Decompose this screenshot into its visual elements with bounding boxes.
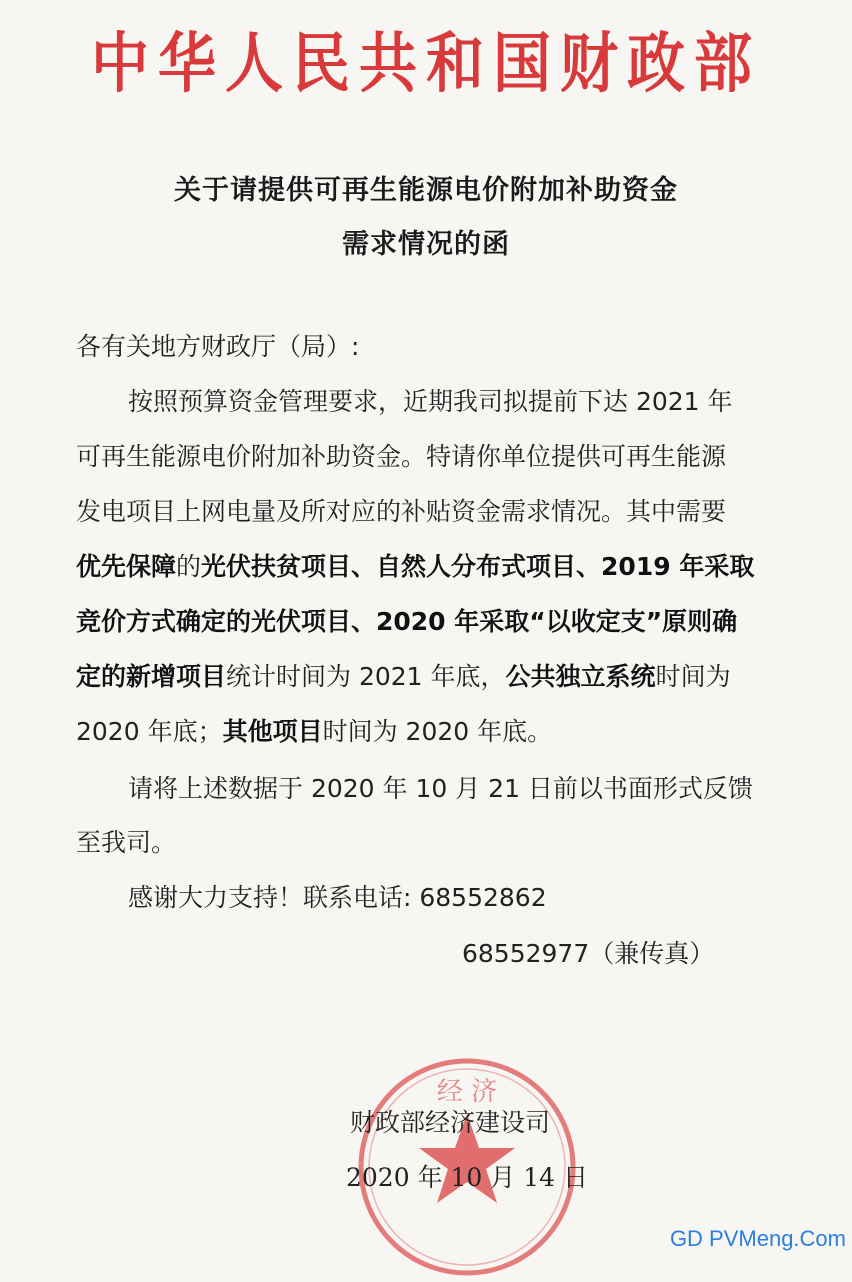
body-p1-line-1: 按照预算资金管理要求，近期我司拟提前下达 2021 年 <box>128 387 733 416</box>
emphasis-projects-cont: 竞价方式确定的光伏项目、2020 年采取“以收定支”原则确 <box>76 607 738 636</box>
seal-text: 经 济 <box>436 1077 498 1107</box>
contact-phone: 感谢大力支持！联系电话: 68552862 <box>128 883 547 912</box>
body-p2-line-1: 请将上述数据于 2020 年 10 月 21 日前以书面形式反馈 <box>128 774 753 803</box>
emphasis-other-projects: 其他项目 <box>222 717 323 746</box>
emphasis-priority: 优先保障 <box>76 552 177 581</box>
salutation: 各有关地方财政厅（局）: <box>76 332 360 361</box>
body-p1-line-6 <box>76 660 731 694</box>
emphasis-public-system: 公共独立系统 <box>505 662 656 691</box>
body-text: 时间为 2020 年底。 <box>322 717 553 746</box>
body-text: 的 <box>176 552 202 581</box>
signature-date: 2020 年 10 月 14 日 <box>346 1163 588 1192</box>
body-p1-line-2: 可再生能源电价附加补助资金。特请你单位提供可再生能源 <box>76 442 727 471</box>
body-text: 时间为 <box>655 662 731 691</box>
body-p1-line-7 <box>76 715 552 749</box>
letterhead: 中华人民共和国财政部 <box>90 24 761 102</box>
signature-org: 财政部经济建设司 <box>350 1108 551 1137</box>
emphasis-new-projects: 定的新增项目 <box>76 662 227 691</box>
body-p1-line-3: 发电项目上网电量及所对应的补贴资金需求情况。其中需要 <box>76 497 727 526</box>
title-line-1: 关于请提供可再生能源电价附加补助资金 <box>174 175 678 206</box>
title-line-2: 需求情况的函 <box>342 229 510 260</box>
body-p1-line-4 <box>76 550 754 584</box>
body-p1-line-5 <box>76 605 737 639</box>
body-text: 统计时间为 2021 年底， <box>226 662 506 691</box>
emphasis-projects: 光伏扶贫项目、自然人分布式项目、2019 年采取 <box>201 552 755 581</box>
body-p2-line-2: 至我司。 <box>76 828 177 857</box>
contact-fax: 68552977（兼传真） <box>462 939 715 968</box>
watermark: GD PVMeng.Com <box>669 1226 846 1251</box>
body-text: 2020 年底； <box>76 717 223 746</box>
